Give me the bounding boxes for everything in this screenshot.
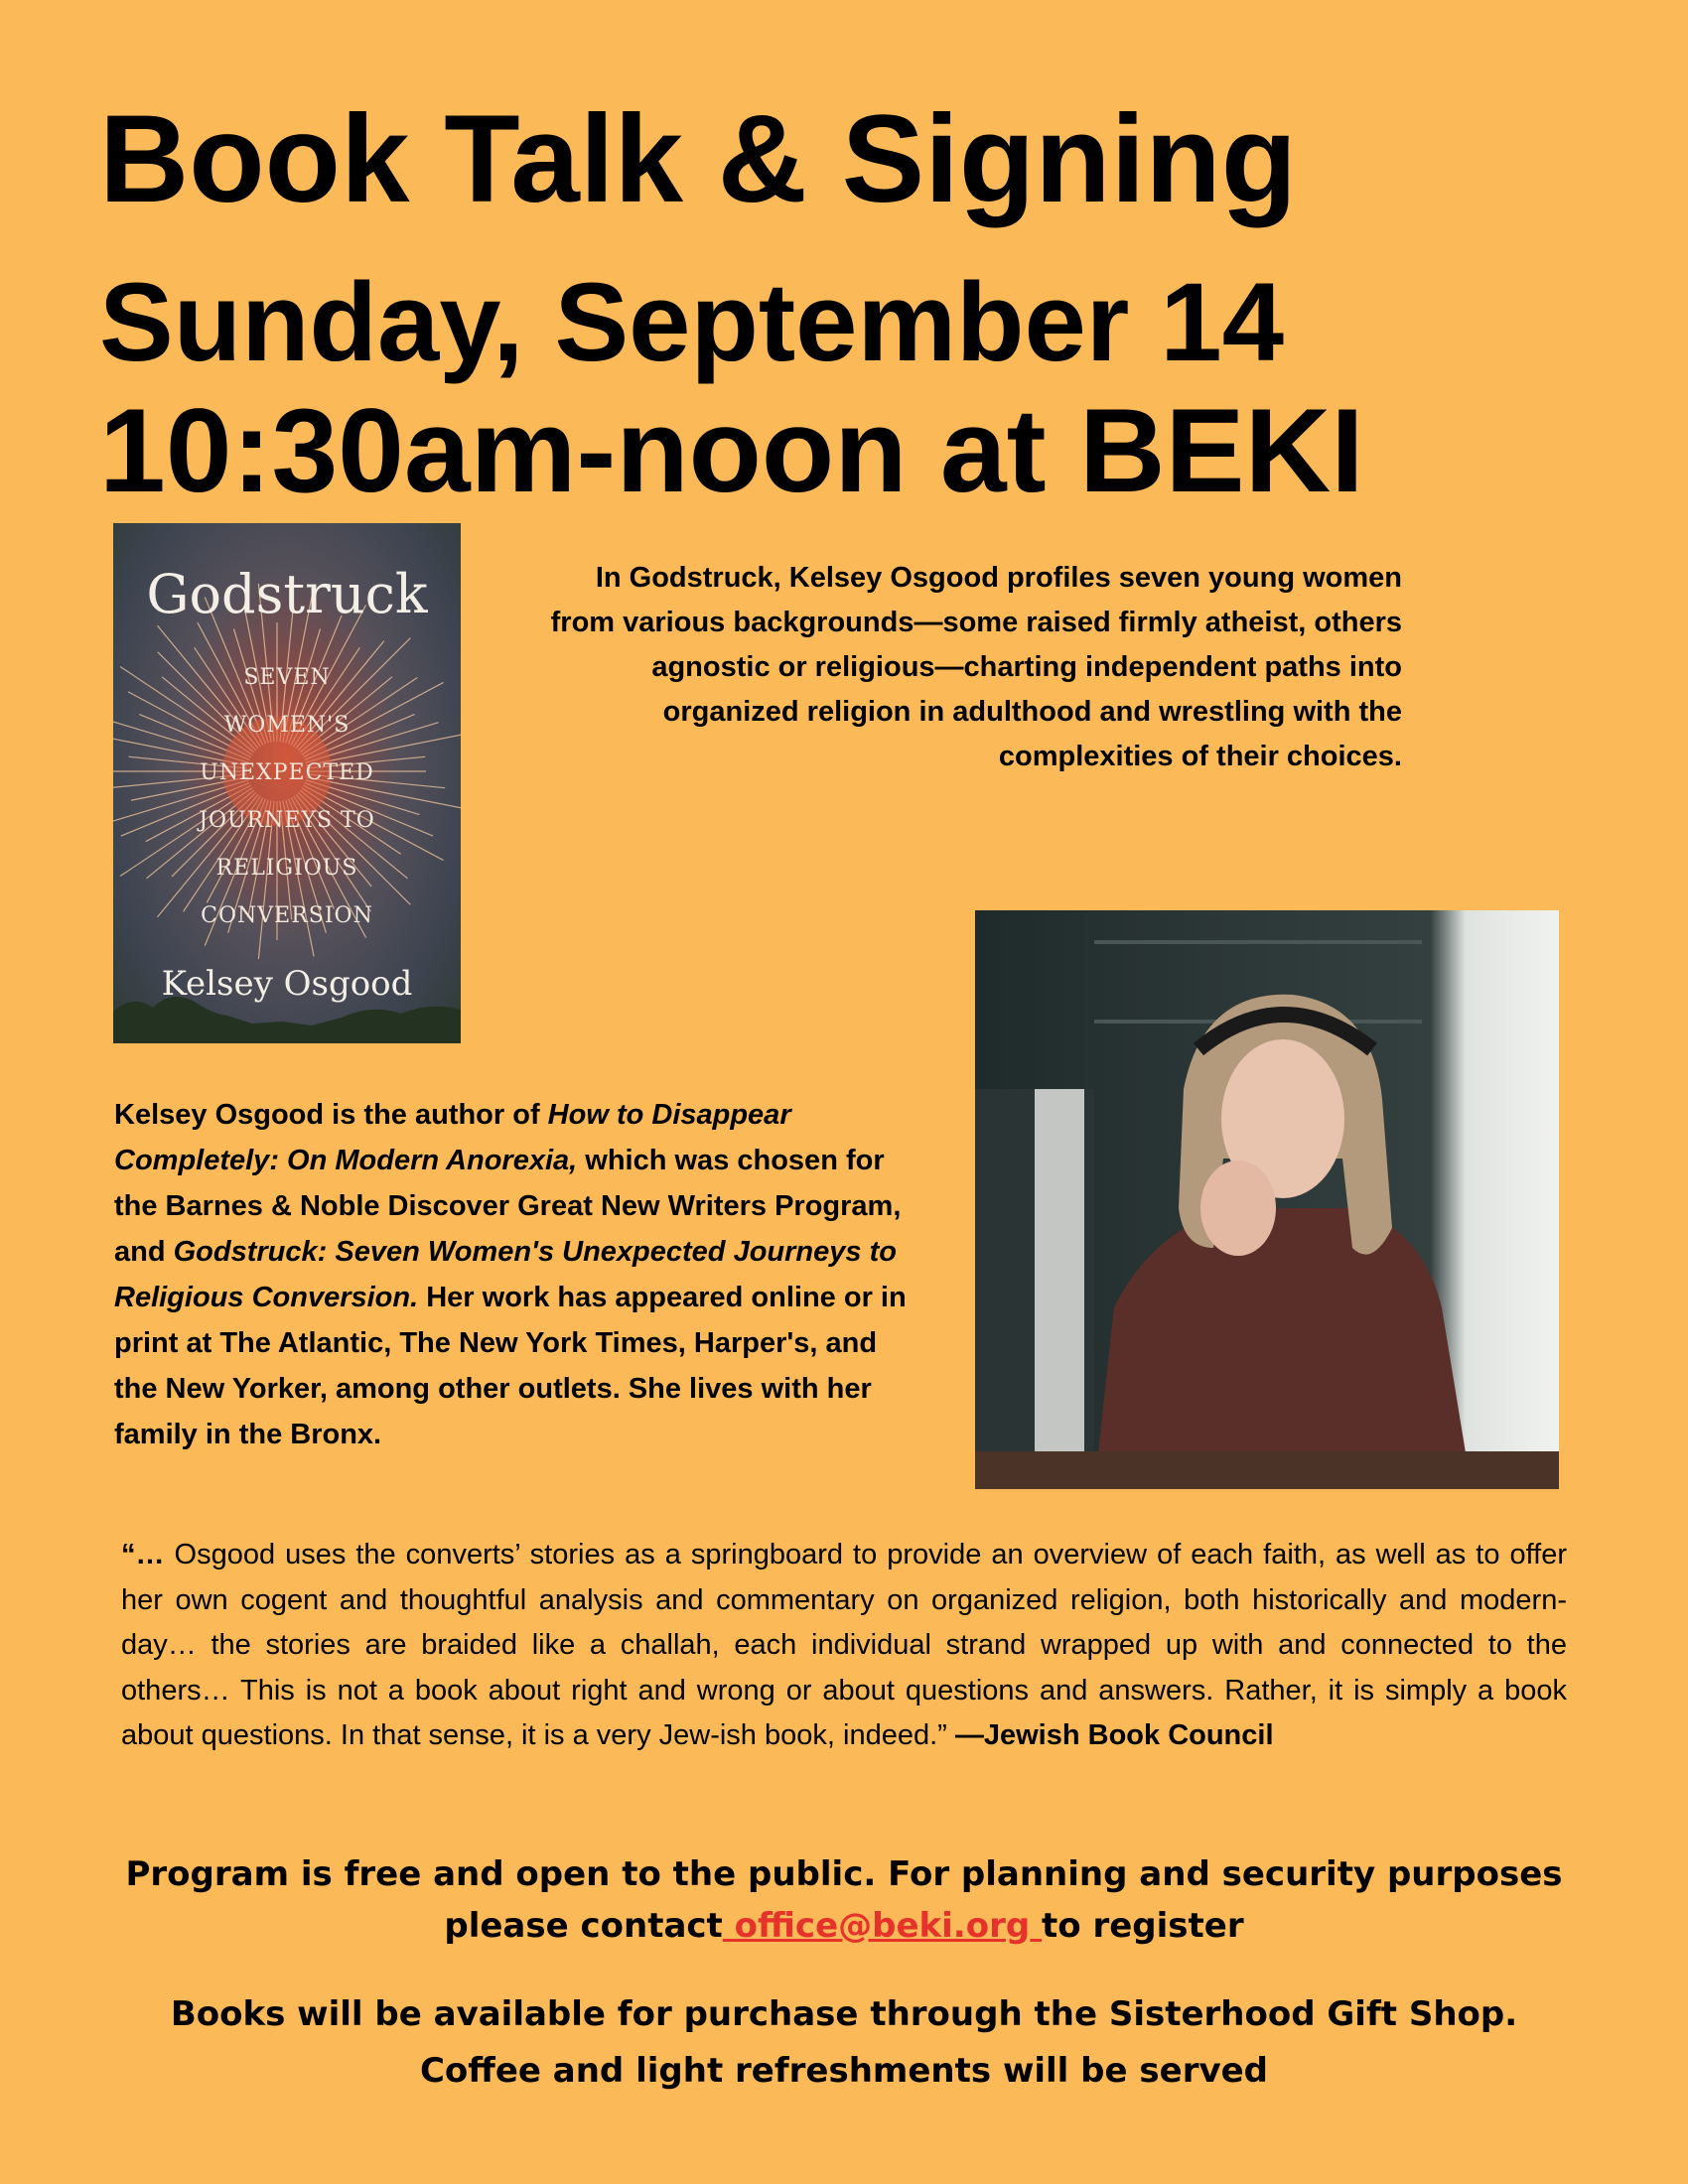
purchase-info: Books will be available for purchase through the Sisterhood Gift Shop. Coffee and light refreshments will be served — [170, 1994, 1518, 2091]
book-description: In Godstruck, Kelsey Osgood profiles seven young women from various backgrounds—some raised firmly atheist, others agnostic or religious—charting independent paths into organized religion in adulthood and wrestling with the complexities of their choices. — [550, 562, 1402, 772]
quote-source: —Jewish Book Council — [954, 1719, 1274, 1751]
email-link[interactable]: office@beki.org — [722, 1906, 1043, 1946]
author-bio: Kelsey Osgood is the author of How to Disappear Completely: On Modern Anorexia, which was chosen for the Barnes & Noble Discover Great New Writers Program, and Godstruck: Seven Women's Unexpected Journeys to Religious Conversion. Her work has appeared online or in print at The Atlantic, The New York Times, Harper's, and the New Yorker, among other outlets. She lives with her family in the Bronx. — [114, 1099, 907, 1450]
book-cover-image — [113, 523, 461, 1043]
book-cover-subtitle: SEVEN WOMEN'S UNEXPECTED JOURNEYS TO RELIGIOUS CONVERSION — [199, 665, 375, 928]
book-cover-author: Kelsey Osgood — [161, 964, 413, 1004]
headline-time-location: 10:30am-noon at BEKI — [99, 384, 1364, 517]
book-cover-title: Godstruck — [146, 563, 428, 625]
book-title-how-to-disappear: How to Disappear Completely: On Modern Anorexia, — [114, 1099, 791, 1176]
headline-title: Book Talk & Signing — [99, 90, 1298, 228]
program-info: Program is free and open to the public. For planning and security purposes please contact office@beki.org to register — [125, 1854, 1563, 1946]
book-title-godstruck: Godstruck: Seven Women's Unexpected Journeys to Religious Conversion. — [114, 1236, 897, 1313]
headline-date: Sunday, September 14 — [99, 260, 1285, 384]
review-quote: “… Osgood uses the converts’ stories as a springboard to provide an overview of each faith, as well as to offer her own cogent and thoughtful analysis and commentary on organized religion, both historically and modern-day… the stories are braided like a challah, each individual strand wrapped up with and connected to the others… This is not a book about right and wrong or about questions and answers. Rather, it is simply a book about questions. In that sense, it is a very Jew-ish book, indeed.” —Jewish Book Council — [121, 1539, 1567, 1751]
author-photo — [975, 910, 1559, 1489]
